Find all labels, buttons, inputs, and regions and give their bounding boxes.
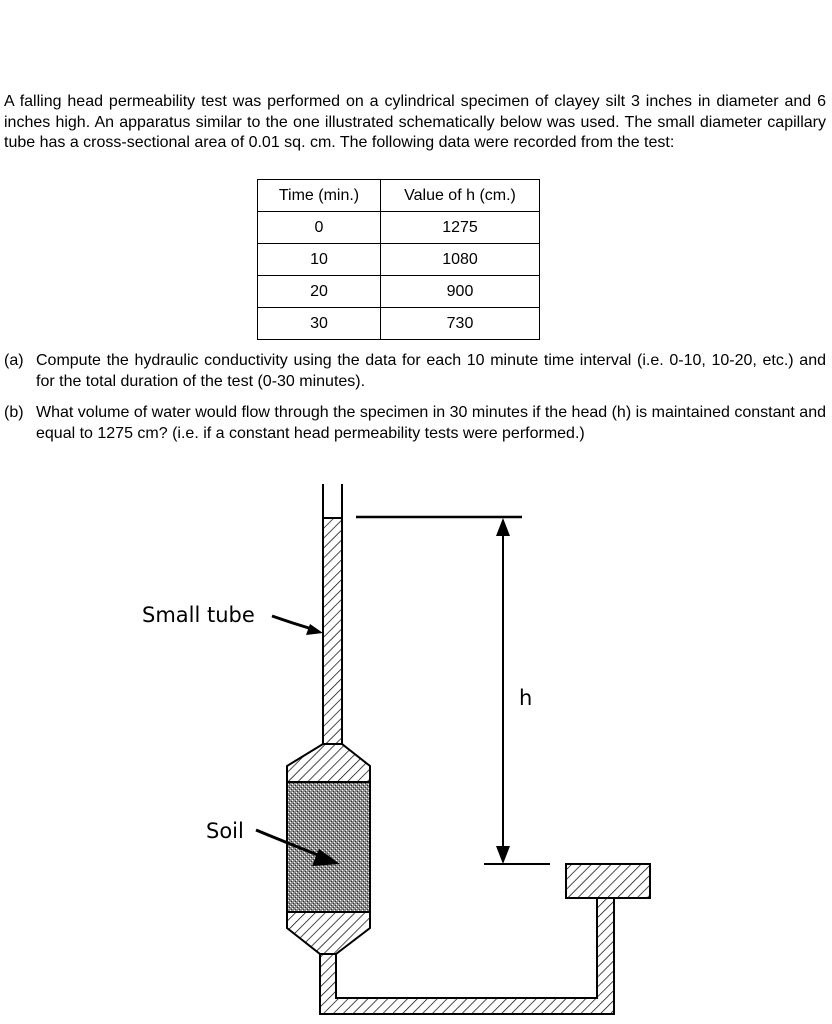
- column-header-h: Value of h (cm.): [381, 180, 540, 212]
- question-b-label: (b): [4, 404, 24, 421]
- question-b-text: What volume of water would flow through the specimen in 30 minutes if the head (h) is maintained constant and equal to 1275 cm? (i.e. if a constant head permeability tests were performed.): [36, 404, 826, 442]
- data-table: [257, 179, 540, 340]
- table-row: [258, 276, 540, 308]
- time-cell: 30: [258, 308, 381, 340]
- table-row: [258, 212, 540, 244]
- small-tube-upper: [323, 484, 342, 518]
- h-cell: 730: [381, 308, 540, 340]
- outlet-reservoir: [566, 864, 650, 898]
- column-header-time: Time (min.): [258, 180, 381, 212]
- h-cell: 1275: [381, 212, 540, 244]
- time-cell: 0: [258, 212, 381, 244]
- problem-statement: A falling head permeability test was performed on a cylindrical specimen of clayey silt 3 inches in diameter and 6 inches high. An apparatus similar to the one illustrated schematically below was used. The small diameter capillary tube has a cross-sectional area of 0.01 sq. cm. The following data were recorded from the test:: [4, 93, 826, 151]
- small-tube: [323, 518, 342, 744]
- small-tube-label: Small tube: [142, 603, 255, 627]
- h-cell: 900: [381, 276, 540, 308]
- specimen-upper-cap: [287, 744, 370, 782]
- table-row: [258, 308, 540, 340]
- head-label: h: [519, 686, 533, 710]
- h-cell: 1080: [381, 244, 540, 276]
- soil-label: Soil: [206, 819, 244, 843]
- small-tube-arrow: [272, 616, 323, 635]
- question-a-label: (a): [4, 352, 24, 369]
- time-cell: 10: [258, 244, 381, 276]
- head-dimension-arrow: [496, 518, 510, 864]
- question-a-text: Compute the hydraulic conductivity using the data for each 10 minute time interval (i.e. 0-10, 10-20, etc.) and for the total duration of the test (0-30 minutes).: [36, 352, 826, 390]
- time-cell: 20: [258, 276, 381, 308]
- permeameter-diagram: [0, 470, 832, 1024]
- table-header-row: [258, 180, 540, 212]
- table-row: [258, 244, 540, 276]
- specimen-lower-cap: [287, 912, 370, 954]
